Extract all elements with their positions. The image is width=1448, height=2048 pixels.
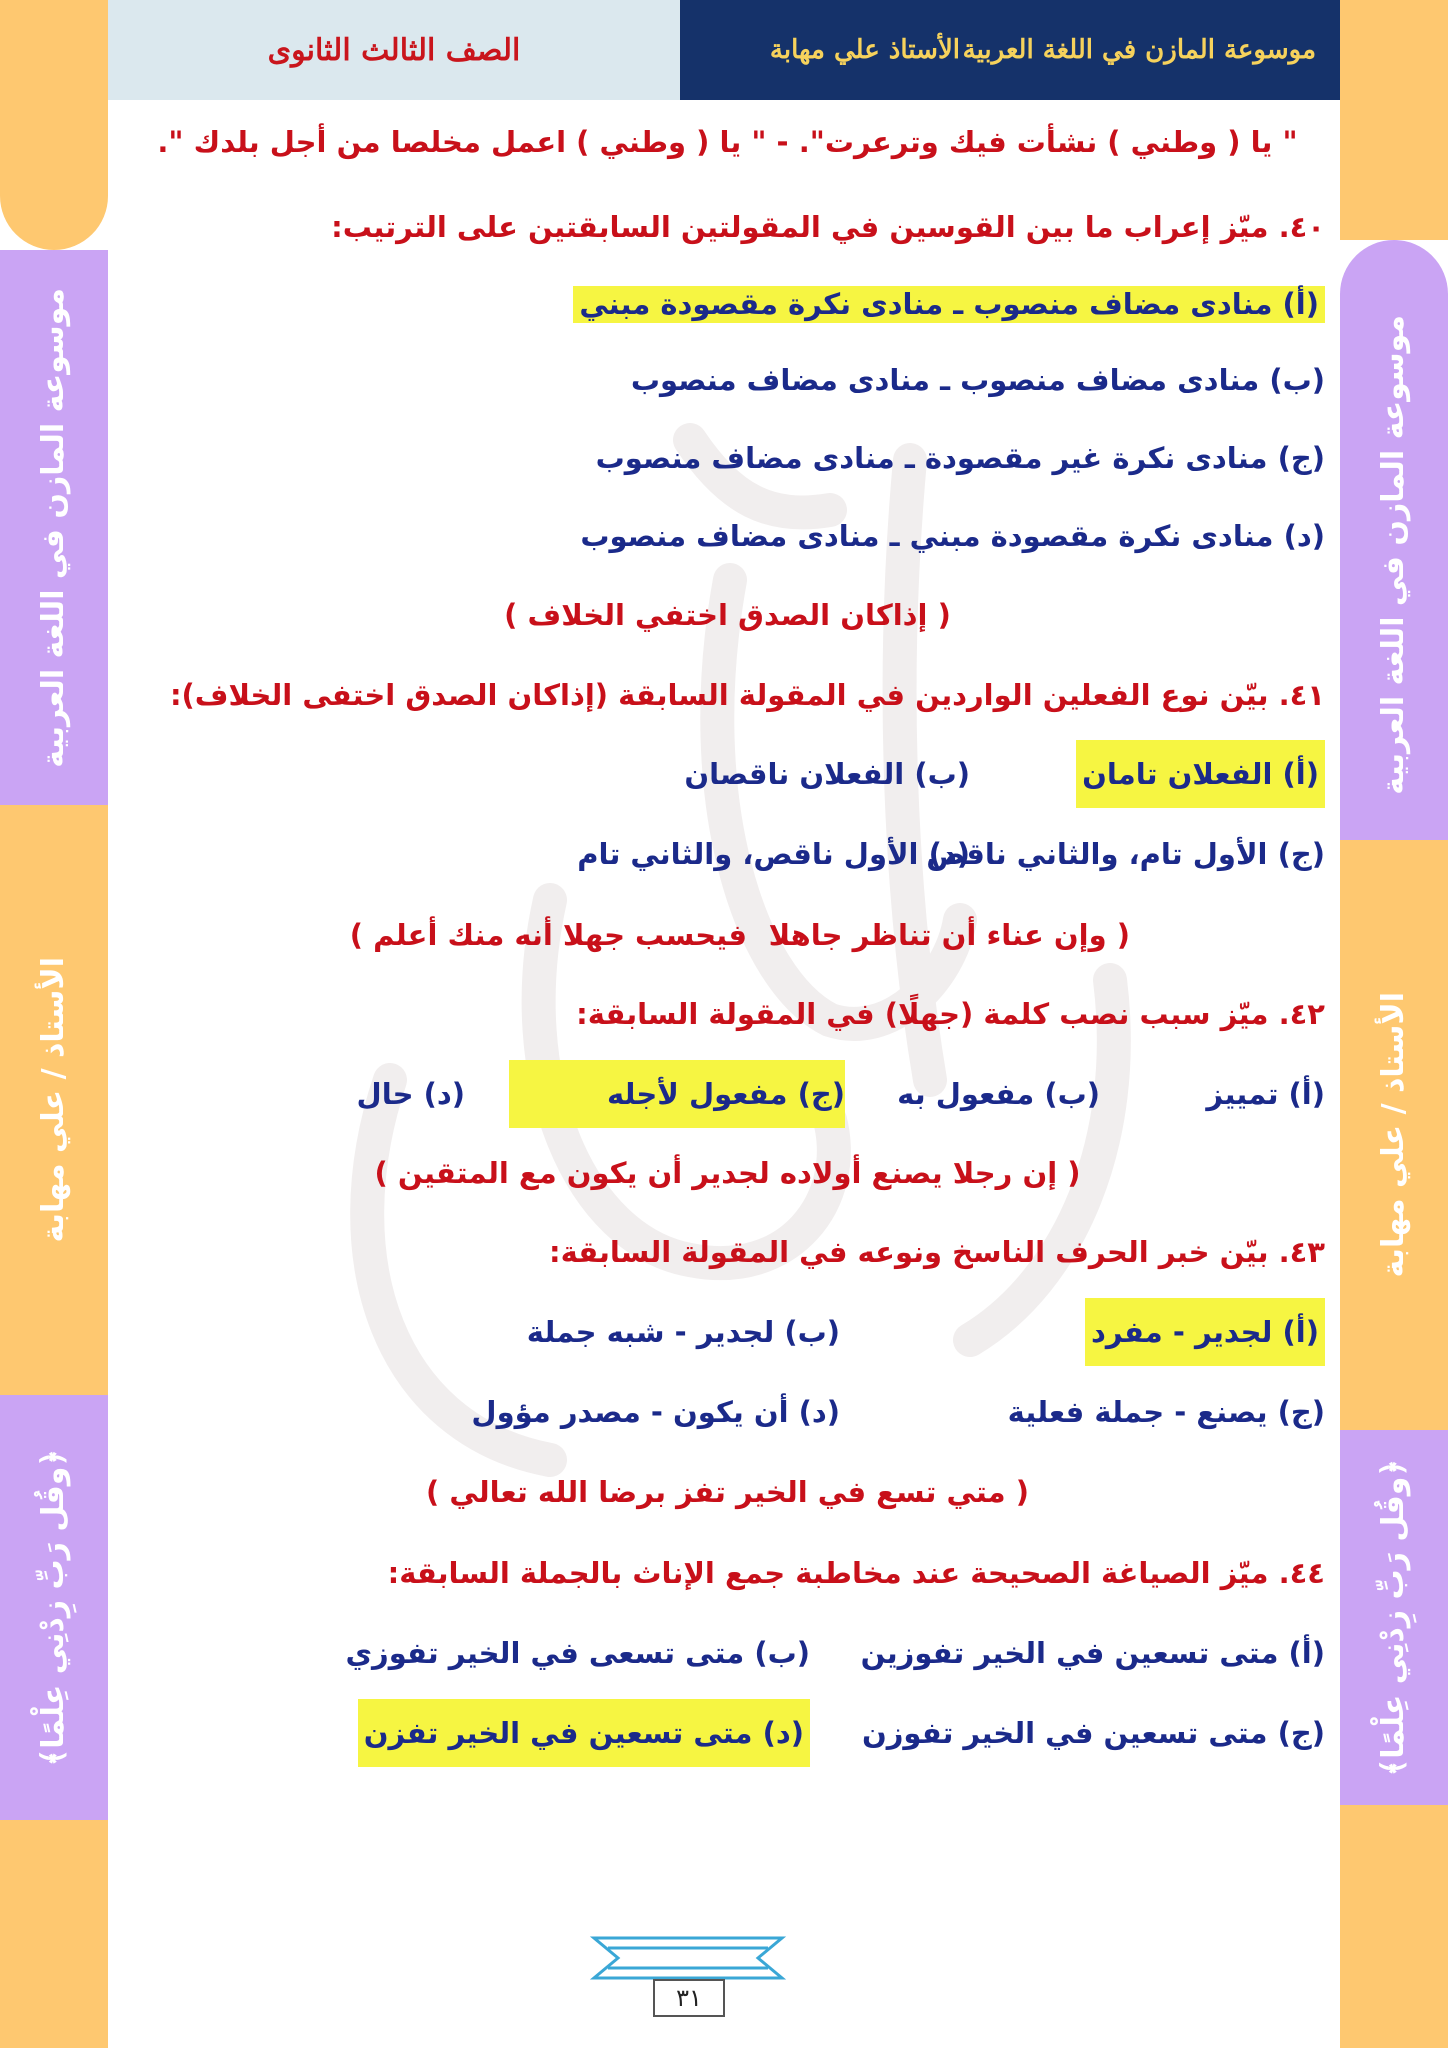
left-side-strip — [0, 0, 108, 2048]
question-text: ٤٢. ميّز سبب نصب كلمة (جهلًا) في المقولة السابقة: — [576, 996, 1325, 1031]
option-text: (د) أن يكون - مصدر مؤول — [471, 1394, 840, 1429]
quote-text: ( متي تسع في الخير تفز برضا الله تعالي ) — [426, 1474, 1029, 1509]
quote-watani — [130, 112, 1325, 172]
left-encyclopedia-text: موسوعة المازن في اللغة العربية — [36, 287, 71, 768]
correct-answer-highlight: (أ) الفعلان تامان — [1076, 740, 1325, 808]
right-verse-text: ﴿وقُل رَبِّ زِدْنِي عِلْمًا﴾ — [1376, 1458, 1411, 1777]
header-title-panel — [680, 0, 1340, 100]
right-side-strip — [1340, 0, 1448, 2048]
option-text: (ب) لجدير - شبه جملة — [526, 1314, 840, 1349]
header-teacher: الأستاذ علي مهابة — [769, 35, 960, 65]
quote-text: " يا ( وطني ) نشأت فيك وترعرت". - " يا ( وطني ) اعمل مخلصا من أجل بلدك ". — [157, 124, 1298, 159]
left-orange-top — [0, 0, 108, 250]
option-text: (ج) متى تسعين في الخير تفوزن — [861, 1715, 1325, 1750]
option-text: (ب) الفعلان ناقصان — [684, 756, 970, 791]
page-number: ٣١ — [676, 1984, 702, 2012]
right-teacher-text: الأستاذ / علي مهابة — [1376, 992, 1411, 1278]
quote-poem — [130, 905, 1325, 965]
correct-answer-highlight: (ج) مفعول لأجله — [509, 1060, 845, 1128]
option-text: (أ) تمييز — [1206, 1076, 1325, 1111]
q41-options-row-2 — [130, 824, 1325, 884]
q43-options-row-2 — [130, 1382, 1325, 1442]
quote-mata — [130, 1462, 1325, 1522]
option-text: (ج) يصنع - جملة فعلية — [1007, 1394, 1325, 1429]
question-43 — [130, 1222, 1325, 1282]
q40-option-a — [130, 274, 1325, 334]
q44-options-row-1 — [130, 1623, 1325, 1683]
question-text: ٤٠. ميّز إعراب ما بين القوسين في المقولتين السابقتين على الترتيب: — [331, 209, 1325, 244]
correct-answer-highlight: (أ) منادى مضاف منصوب ـ منادى نكرة مقصودة مبني — [573, 286, 1325, 323]
quote-rajul — [130, 1143, 1325, 1203]
correct-answer-highlight: (د) متى تسعين في الخير تفزن — [358, 1699, 810, 1767]
q42-options-row — [130, 1064, 1325, 1124]
question-41 — [130, 665, 1325, 725]
option-text: (ج) منادى نكرة غير مقصودة ـ منادى مضاف منصوب — [595, 440, 1325, 475]
q40-option-d — [130, 506, 1325, 566]
quote-text: ( إذاكان الصدق اختفي الخلاف ) — [504, 597, 951, 632]
left-orange-bottom — [0, 1820, 108, 2048]
option-text: (د) الأول ناقص، والثاني تام — [577, 836, 970, 871]
left-verse-text: ﴿وقُل رَبِّ زِدْنِي عِلْمًا﴾ — [36, 1448, 71, 1767]
page-header — [108, 0, 1340, 100]
option-text: (ب) متى تسعى في الخير تفوزي — [345, 1635, 810, 1670]
q40-option-b — [130, 350, 1325, 410]
question-44 — [130, 1543, 1325, 1603]
question-text: ٤٤. ميّز الصياغة الصحيحة عند مخاطبة جمع الإناث بالجملة السابقة: — [387, 1555, 1325, 1590]
option-text: (ب) مفعول به — [897, 1076, 1100, 1111]
option-text: (أ) متى تسعين في الخير تفوزين — [860, 1635, 1325, 1670]
q41-options-row-1 — [130, 744, 1325, 804]
option-text: (د) حال — [356, 1076, 465, 1111]
header-title: موسوعة المازن في اللغة العربية — [962, 35, 1316, 65]
page-footer — [588, 1928, 788, 2026]
question-text: ٤١. بيّن نوع الفعلين الواردين في المقولة السابقة (إذاكان الصدق اختفى الخلاف): — [169, 677, 1325, 712]
right-orange-bottom — [1340, 1805, 1448, 2048]
left-teacher-text: الأستاذ / علي مهابة — [36, 957, 71, 1243]
quote-text: ( إن رجلا يصنع أولاده لجدير أن يكون مع المتقين ) — [374, 1155, 1081, 1190]
q40-option-c — [130, 428, 1325, 488]
right-encyclopedia-text: موسوعة المازن في اللغة العربية — [1376, 315, 1411, 795]
quote-sidq — [130, 585, 1325, 645]
option-text: (ج) الأول تام، والثاني ناقص — [926, 836, 1325, 871]
correct-answer-highlight: (أ) لجدير - مفرد — [1085, 1298, 1325, 1366]
q43-options-row-1 — [130, 1302, 1325, 1362]
poem-hemistich-2: فيحسب جهلا أنه منك أعلم ) — [349, 917, 747, 952]
question-40 — [130, 197, 1325, 257]
poem-hemistich-1: ( وإن عناء أن تناظر جاهلا — [768, 917, 1130, 952]
header-grade-panel — [108, 0, 680, 100]
question-text: ٤٣. بيّن خبر الحرف الناسخ ونوعه في المقولة السابقة: — [548, 1234, 1325, 1269]
right-orange-top — [1340, 0, 1448, 240]
option-text: (د) منادى نكرة مقصودة مبني ـ منادى مضاف منصوب — [580, 518, 1325, 553]
grade-label: الصف الثالث الثانوى — [267, 32, 521, 68]
question-42 — [130, 984, 1325, 1044]
q44-options-row-2 — [130, 1703, 1325, 1763]
option-text: (ب) منادى مضاف منصوب ـ منادى مضاف منصوب — [630, 362, 1325, 397]
